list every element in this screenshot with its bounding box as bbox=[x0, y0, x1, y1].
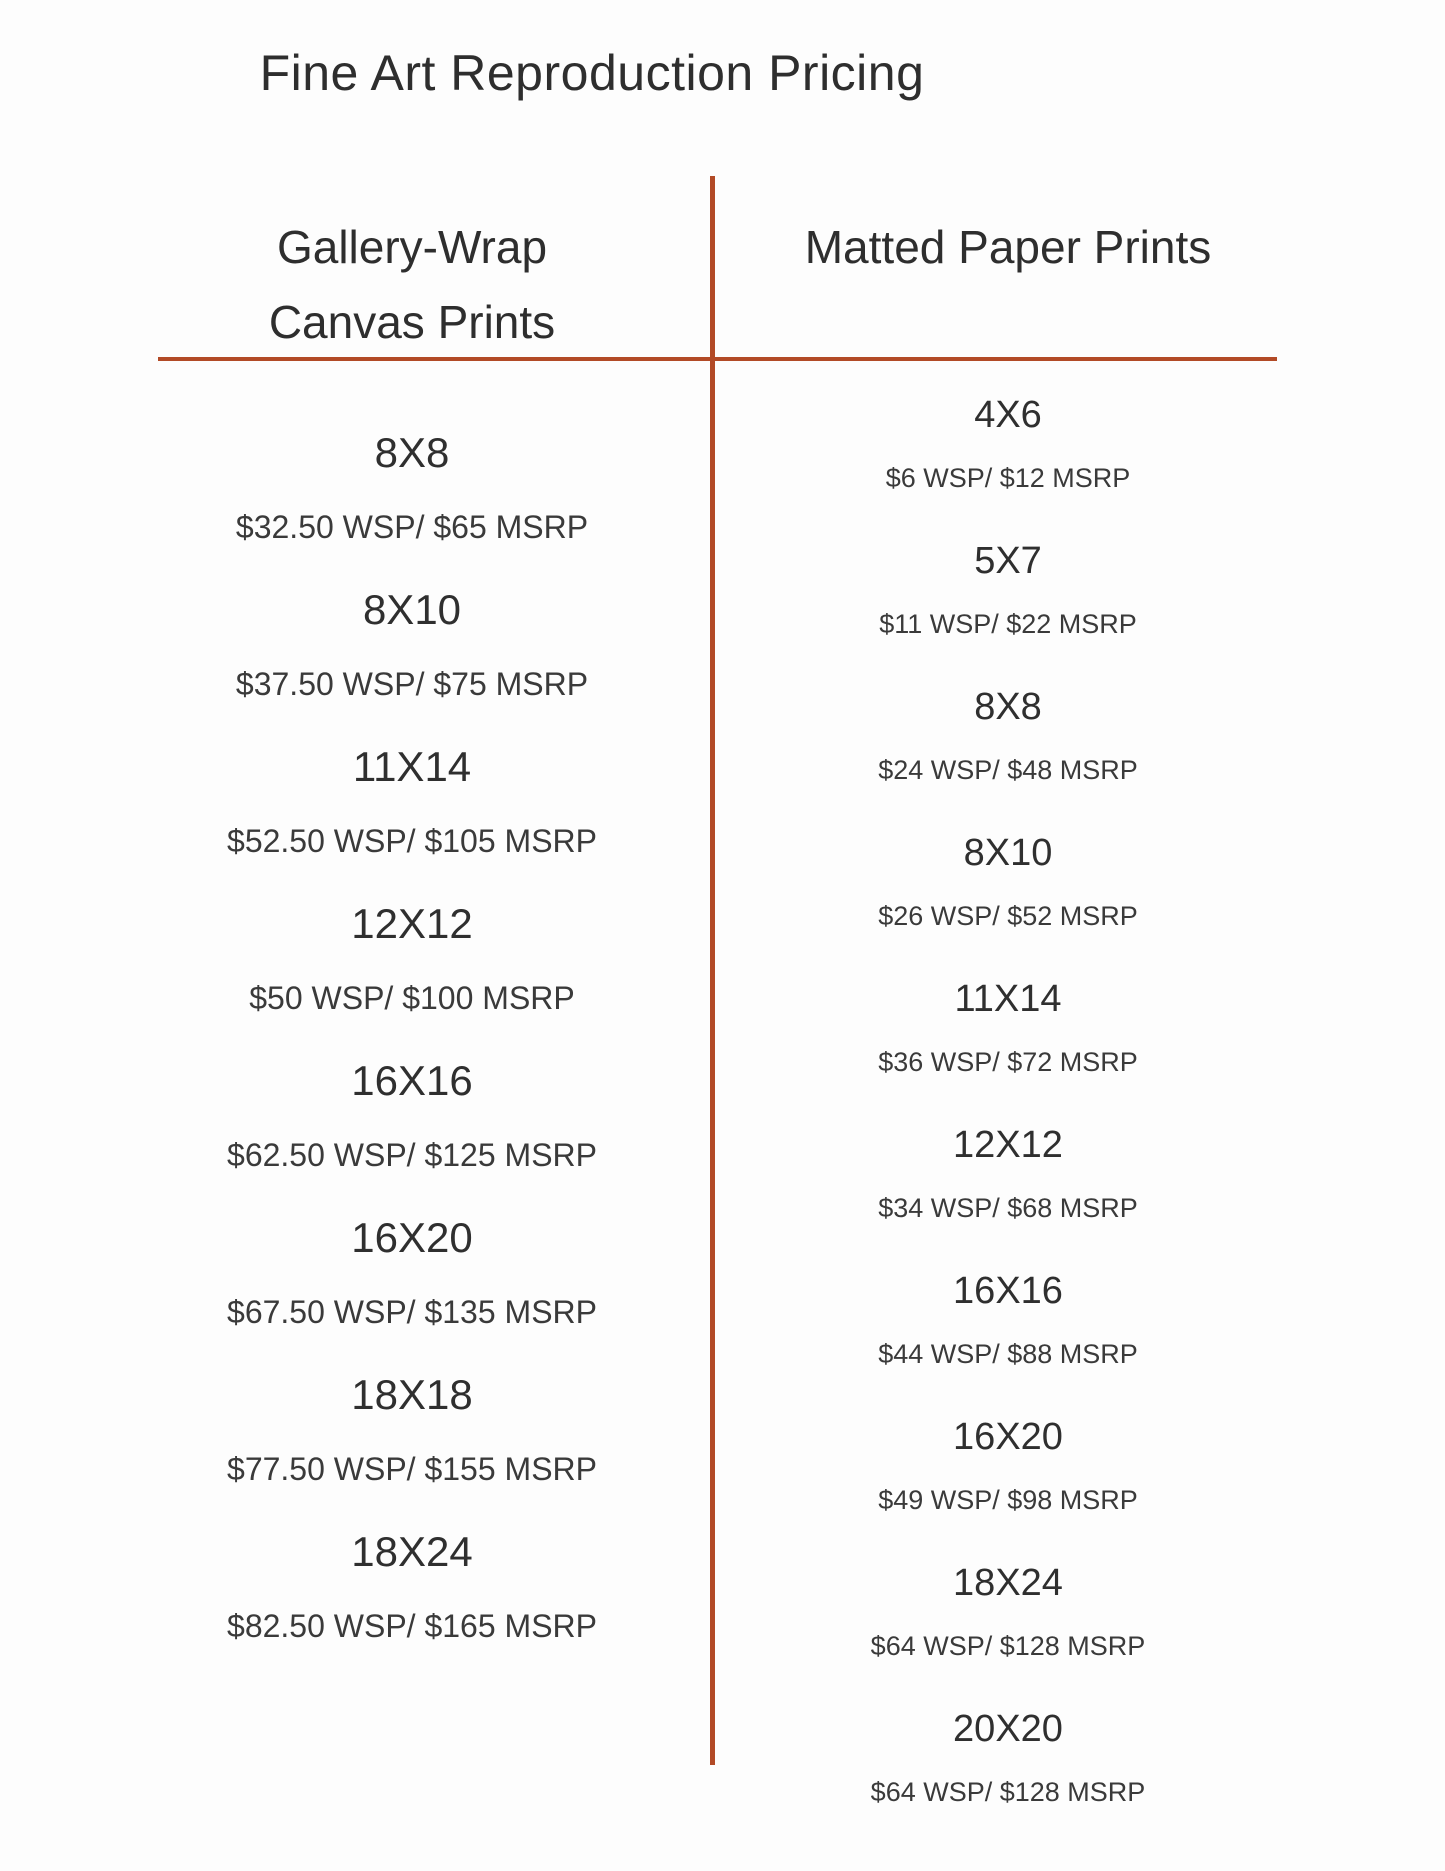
price-item bbox=[127, 585, 697, 704]
size-label: 12X12 bbox=[953, 1124, 1063, 1166]
price-item bbox=[733, 392, 1283, 496]
price-item bbox=[127, 899, 697, 1018]
size-label: 8X10 bbox=[362, 586, 462, 633]
column-title-line: Gallery-Wrap bbox=[276, 221, 548, 273]
size-label: 18X18 bbox=[351, 1371, 473, 1418]
price-label: $36 WSP/ $72 MSRP bbox=[878, 1047, 1138, 1077]
size-label: 8X10 bbox=[963, 832, 1053, 874]
price-item bbox=[733, 538, 1283, 642]
price-item bbox=[733, 684, 1283, 788]
canvas-column-header bbox=[127, 219, 697, 350]
price-label: $11 WSP/ $22 MSRP bbox=[879, 609, 1137, 639]
vertical-divider bbox=[710, 176, 715, 1765]
price-label: $67.50 WSP/ $135 MSRP bbox=[227, 1294, 597, 1330]
price-item bbox=[127, 1056, 697, 1175]
paper-price-list bbox=[733, 392, 1283, 1810]
price-item bbox=[127, 428, 697, 547]
price-item bbox=[127, 1213, 697, 1332]
price-item bbox=[733, 830, 1283, 934]
price-label: $26 WSP/ $52 MSRP bbox=[878, 901, 1138, 931]
price-label: $62.50 WSP/ $125 MSRP bbox=[227, 1137, 597, 1173]
price-label: $77.50 WSP/ $155 MSRP bbox=[227, 1451, 597, 1487]
column-title-line: Canvas Prints bbox=[268, 296, 556, 348]
price-label: $24 WSP/ $48 MSRP bbox=[878, 755, 1138, 785]
size-label: 4X6 bbox=[974, 394, 1042, 436]
price-label: $64 WSP/ $128 MSRP bbox=[870, 1777, 1146, 1807]
size-label: 12X12 bbox=[351, 900, 473, 947]
size-label: 16X16 bbox=[953, 1270, 1063, 1312]
price-label: $64 WSP/ $128 MSRP bbox=[870, 1631, 1146, 1661]
price-label: $82.50 WSP/ $165 MSRP bbox=[227, 1608, 597, 1644]
size-label: 20X20 bbox=[953, 1708, 1063, 1750]
page-title: Fine Art Reproduction Pricing bbox=[259, 45, 925, 101]
size-label: 16X20 bbox=[953, 1416, 1063, 1458]
price-label: $34 WSP/ $68 MSRP bbox=[878, 1193, 1138, 1223]
canvas-prints-column bbox=[127, 219, 697, 1684]
price-item bbox=[733, 1706, 1283, 1810]
price-label: $44 WSP/ $88 MSRP bbox=[878, 1339, 1138, 1369]
canvas-price-list bbox=[127, 428, 697, 1646]
price-item bbox=[733, 1122, 1283, 1226]
size-label: 8X8 bbox=[974, 686, 1042, 728]
size-label: 18X24 bbox=[953, 1562, 1063, 1604]
price-item bbox=[733, 1414, 1283, 1518]
price-label: $52.50 WSP/ $105 MSRP bbox=[227, 823, 597, 859]
size-label: 18X24 bbox=[351, 1528, 473, 1575]
price-item bbox=[733, 976, 1283, 1080]
size-label: 16X20 bbox=[351, 1214, 473, 1261]
size-label: 11X14 bbox=[954, 978, 1062, 1020]
size-label: 8X8 bbox=[374, 429, 450, 476]
price-label: $32.50 WSP/ $65 MSRP bbox=[235, 509, 589, 545]
price-item bbox=[733, 1268, 1283, 1372]
price-label: $49 WSP/ $98 MSRP bbox=[878, 1485, 1138, 1515]
paper-column-header bbox=[733, 219, 1283, 275]
price-label: $37.50 WSP/ $75 MSRP bbox=[235, 666, 589, 702]
price-label: $6 WSP/ $12 MSRP bbox=[885, 463, 1131, 493]
size-label: 16X16 bbox=[351, 1057, 473, 1104]
paper-prints-column bbox=[733, 219, 1283, 1852]
column-title-line: Matted Paper Prints bbox=[804, 221, 1212, 273]
size-label: 11X14 bbox=[352, 743, 472, 790]
price-item bbox=[127, 742, 697, 861]
price-item bbox=[127, 1370, 697, 1489]
price-item bbox=[733, 1560, 1283, 1664]
size-label: 5X7 bbox=[974, 540, 1042, 582]
price-item bbox=[127, 1527, 697, 1646]
price-label: $50 WSP/ $100 MSRP bbox=[249, 980, 575, 1016]
